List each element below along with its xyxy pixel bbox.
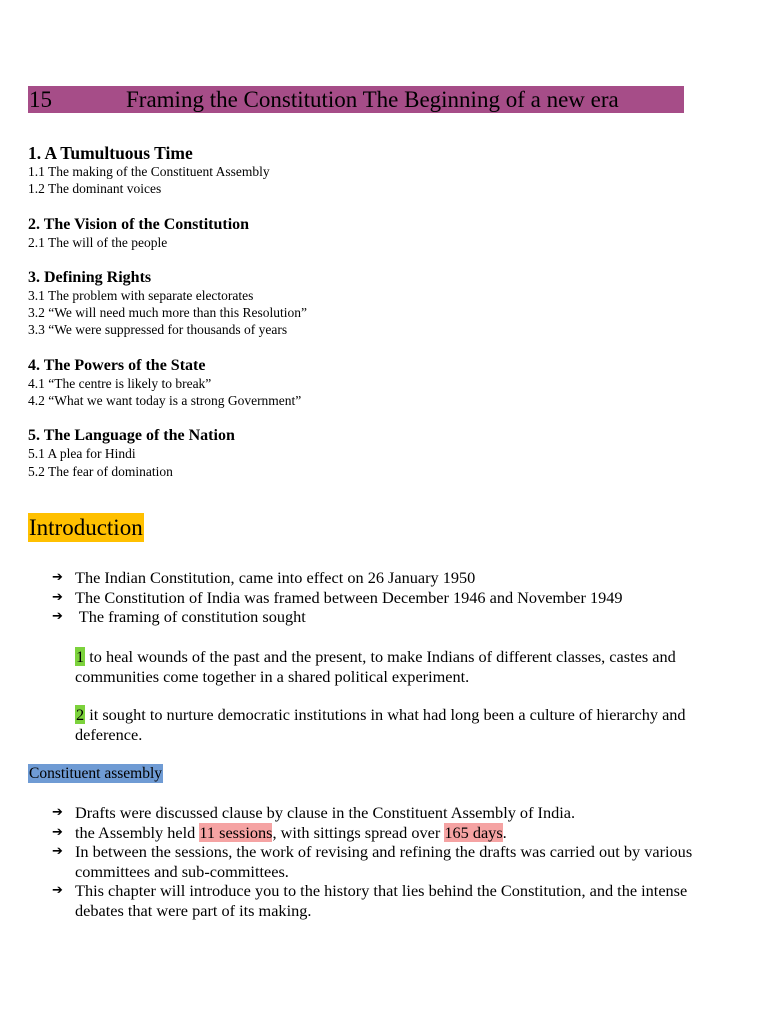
- toc-subsection: 5.1 A plea for Hindi: [28, 446, 136, 462]
- bullet-text-part: .: [502, 822, 507, 842]
- bullet-text: The framing of constitution sought: [75, 607, 306, 627]
- right-arrow-icon: ➔: [52, 609, 63, 625]
- toc-section: [28, 356, 728, 410]
- toc-subsection: 3.1 The problem with separate electorates: [28, 287, 254, 303]
- days-highlight: 165 days: [444, 822, 503, 842]
- toc-heading: 1. A Tumultuous Time: [28, 143, 193, 163]
- toc-subsection: 5.2 The fear of domination: [28, 463, 173, 479]
- list-item: [0, 588, 768, 608]
- toc-heading: 5. The Language of the Nation: [28, 427, 235, 445]
- list-item: [0, 568, 768, 588]
- bullet-text: The Constitution of India was framed between December 1946 and November 1949: [75, 587, 623, 607]
- toc-subsection: 4.1 “The centre is likely to break”: [28, 375, 212, 391]
- list-item: [0, 803, 768, 823]
- point-text: it sought to nurture democratic institutions in what had long been a culture of hierarchy and deference.: [75, 705, 686, 744]
- point-text: to heal wounds of the past and the present, to make Indians of different classes, castes and communities come together in a shared political experiment.: [75, 647, 676, 686]
- bullet-text: The Indian Constitution, came into effect on 26 January 1950: [75, 568, 476, 587]
- introduction-bullet-list: [0, 568, 768, 627]
- toc-subsection: 2.1 The will of the people: [28, 234, 168, 250]
- toc-heading: 2. The Vision of the Constitution: [28, 215, 250, 233]
- chapter-title-text: Framing the Constitution The Beginning of a new era: [126, 87, 619, 112]
- bullet-text: [75, 823, 507, 842]
- bullet-text-part: the Assembly held: [75, 822, 200, 842]
- list-item: [0, 842, 768, 881]
- bullet-text: This chapter will introduce you to the history that lies behind the Constitution, and the intense debates that were part of its making.: [75, 881, 688, 920]
- right-arrow-icon: ➔: [52, 570, 63, 585]
- toc-heading: 3. Defining Rights: [28, 268, 152, 286]
- right-arrow-icon: ➔: [52, 844, 63, 860]
- toc-subsection: 4.2 “What we want today is a strong Government”: [28, 393, 302, 409]
- list-item: [0, 881, 768, 920]
- bullet-text: Drafts were discussed clause by clause in the Constituent Assembly of India.: [75, 803, 576, 822]
- numbered-point: [75, 647, 735, 686]
- toc-section: [28, 215, 728, 251]
- bullet-text: In between the sessions, the work of revising and refining the drafts was carried out by various committees and sub-committees.: [75, 842, 693, 881]
- constituent-assembly-bullet-list: [0, 803, 768, 921]
- toc-subsection: 1.2 The dominant voices: [28, 181, 162, 197]
- right-arrow-icon: ➔: [52, 805, 63, 820]
- toc-subsection: 1.1 The making of the Constituent Assembly: [28, 164, 270, 179]
- bullet-text-part: , with sittings spread over: [272, 822, 445, 842]
- toc-heading: 4. The Powers of the State: [28, 356, 206, 374]
- toc-subsection: 3.3 “We were suppressed for thousands of years: [28, 322, 288, 338]
- list-item: [0, 823, 768, 843]
- list-item: [0, 607, 768, 627]
- point-number-badge: 2: [76, 705, 85, 724]
- introduction-heading: Introduction: [29, 515, 143, 540]
- right-arrow-icon: ➔: [52, 883, 63, 899]
- constituent-assembly-heading: Constituent assembly: [29, 765, 163, 782]
- right-arrow-icon: ➔: [52, 589, 63, 605]
- right-arrow-icon: ➔: [52, 824, 63, 840]
- table-of-contents: [28, 143, 728, 497]
- toc-section: [28, 268, 728, 339]
- toc-subsection: 3.2 “We will need much more than this Resolution”: [28, 305, 307, 321]
- sessions-highlight: 11 sessions: [199, 822, 273, 842]
- chapter-title: [28, 86, 684, 113]
- point-number-badge: 1: [76, 647, 85, 666]
- toc-section: [28, 143, 728, 198]
- numbered-point: [75, 705, 735, 744]
- toc-section: [28, 426, 728, 480]
- chapter-number: 15: [29, 87, 52, 112]
